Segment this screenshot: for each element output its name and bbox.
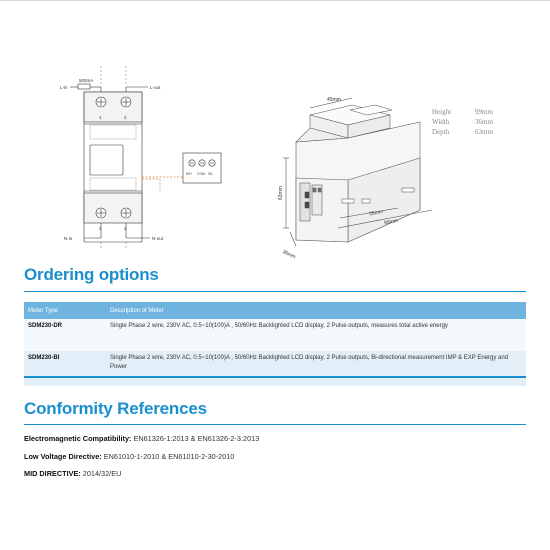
pulse-connection-lines (142, 177, 183, 193)
table-row (24, 319, 526, 351)
l-out-label: L-out (150, 85, 161, 90)
terminal-4-label: 4 (124, 226, 127, 231)
conformity-label: MID DIRECTIVE: (24, 469, 81, 478)
ordering-rule (24, 291, 526, 292)
meter-description: Single Phase 2 wire, 230V AC, 0.5~10(100)A , 50/60Hz Backlighted LCD display, 2 Pulse outputs, measures total active energy (106, 319, 526, 351)
terminal-2-label: 2 (124, 115, 127, 120)
pulse-label-s0plus: S0+ (186, 172, 193, 176)
conformity-label: Electromagnetic Compatibility: (24, 434, 132, 443)
lcd-display (90, 145, 123, 175)
table-row (24, 351, 526, 386)
pulse-label-com: COM (197, 172, 205, 176)
table-bottom-rule (24, 376, 526, 378)
table-header-row (24, 302, 526, 319)
conformity-item-mid (24, 469, 121, 478)
spec-height-value: 99mm (475, 108, 493, 116)
wiring-diagram (70, 66, 221, 250)
n-in-label: N-in (64, 236, 73, 241)
l-in-label: L-in (60, 85, 68, 90)
conformity-value: EN61010-1-2010 & EN61010-2-30-2010 (101, 452, 235, 461)
top-divider (0, 0, 550, 1)
meter-diagram (0, 60, 550, 260)
dim-depth-label: 35mm (368, 209, 384, 218)
spec-width-label: Width (432, 118, 450, 126)
pulse-label-s0minus: S0- (208, 172, 214, 176)
dim-height-label: 63mm (278, 186, 284, 200)
ordering-table (24, 302, 526, 386)
dimension-drawing (283, 98, 432, 246)
conformity-value: 2014/32/EU (80, 469, 122, 478)
conformity-title: Conformity References (24, 399, 207, 418)
fuse-symbol (78, 84, 90, 89)
terminal-3-label: 3 (99, 226, 102, 231)
terminal-1-label: 1 (99, 115, 102, 120)
spec-height-label: Height (432, 108, 452, 116)
conformity-item-lvd (24, 452, 234, 461)
ordering-title: Ordering options (24, 265, 159, 284)
conformity-label: Low Voltage Directive: (24, 452, 102, 461)
dim-length-label: 99mm (383, 217, 399, 227)
spec-depth-value: 63mm (475, 128, 493, 136)
spec-width-value: 36mm (475, 118, 493, 126)
col-description: Description of Meter (106, 302, 526, 319)
col-meter-type: Meter Type (24, 302, 106, 319)
conformity-value: EN61326-1:2013 & EN61326-2-3:2013 (131, 434, 260, 443)
meter-code: SDM230-DR (24, 319, 106, 351)
pulse-output-block (183, 153, 221, 183)
conformity-rule (24, 424, 526, 425)
meter-description: Single Phase 2 wire, 230V AC, 0.5~10(100)A , 50/60Hz Backlighted LCD display, 2 Pulse outputs, Bi-directional measurement IMP & EXP Energy and Power (106, 351, 526, 386)
dim-width-label: 45mm (327, 97, 341, 103)
conformity-item-emc (24, 434, 259, 443)
dim-base-label: 36mm (281, 248, 297, 260)
fuse-label: 500mA (79, 78, 94, 83)
n-out-label: N-out (152, 236, 164, 241)
meter-code: SDM230-BI (24, 351, 106, 386)
spec-depth-label: Depth (432, 128, 450, 136)
